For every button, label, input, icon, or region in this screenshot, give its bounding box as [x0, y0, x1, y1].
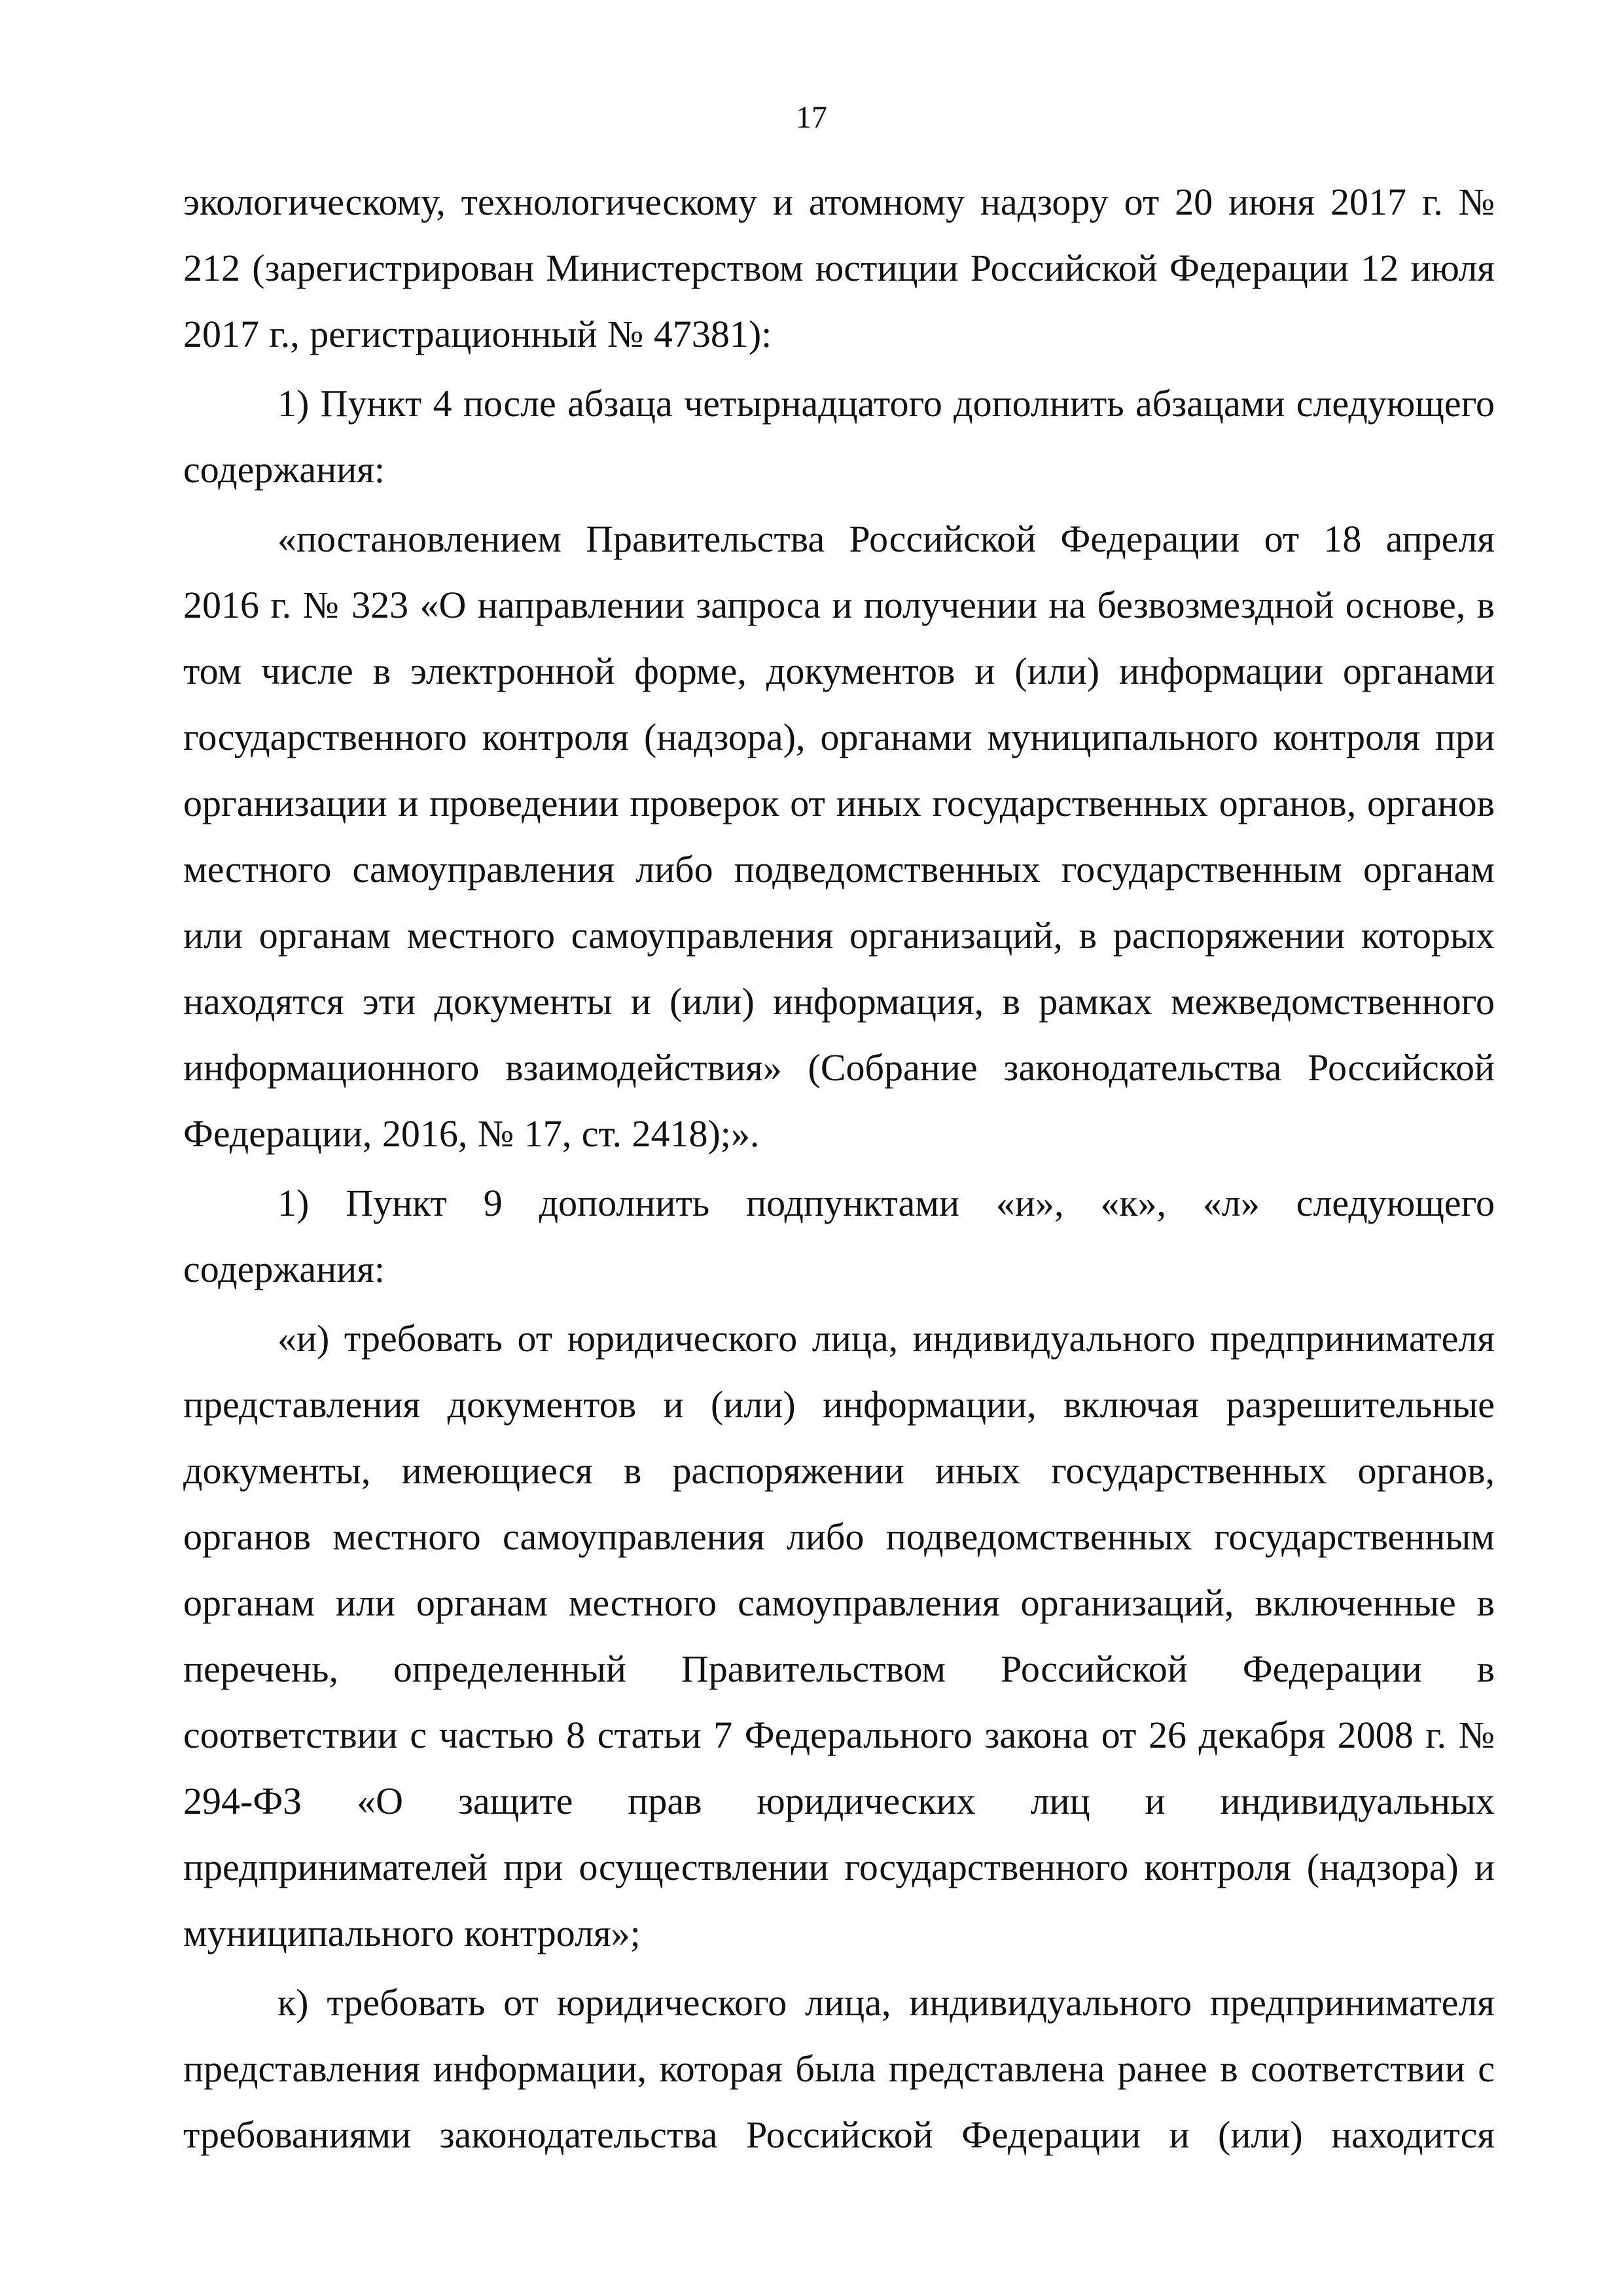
text-line: Федерации, 2016, № 17, ст. 2418);».: [183, 1112, 760, 1155]
text-line: экологическому, технологическому и атомному надзору: [183, 181, 1109, 223]
text-line: 1) Пункт 9 дополнить подпунктами «и», «к», «л» следующего: [277, 1182, 1495, 1224]
document-body: [183, 169, 1495, 2171]
text-line: к) требовать от юридического лица, индивидуального предпринимателя: [277, 1981, 1495, 2024]
paragraph-quoted-resolution: [183, 506, 1495, 1167]
text-line: том числе в электронной форме, документов и (или) информации органами: [183, 650, 1495, 692]
text-line: организации и проведении проверок от иных государственных органов, органов: [183, 782, 1495, 824]
text-line: содержания:: [183, 1248, 385, 1290]
text-line: органам или органам местного самоуправления организаций, включенные: [183, 1581, 1456, 1624]
text-line: «и) требовать от юридического лица, индивидуального предпринимателя: [277, 1317, 1495, 1360]
text-line: предпринимателей при осуществлении государственного контроля (надзора) и: [183, 1846, 1495, 1888]
paragraph-regulation-reference: [183, 169, 1495, 367]
text-line: государственного контроля (надзора), органами муниципального контроля при: [183, 716, 1495, 758]
text-line: представления документов и (или) информации, включая разрешительные: [183, 1383, 1495, 1426]
text-line: с требованиями законодательства Российской Федерации и (или) находится: [183, 2047, 1495, 2156]
text-line: документы, имеющиеся в распоряжении иных государственных органов,: [183, 1449, 1495, 1492]
paragraph-subitem-k: [183, 1969, 1495, 2168]
text-line: «постановлением Правительства Российской Федерации от 18 апреля: [277, 518, 1495, 560]
text-line: Российской Федерации 12 июля 2017 г., регистрационный № 47381):: [183, 247, 1495, 355]
paragraph-subitem-i: [183, 1305, 1495, 1966]
text-line: представления информации, которая была представлена ранее в соответствии: [183, 2047, 1465, 2090]
page-number: 17: [796, 100, 827, 135]
text-line: органов местного самоуправления либо подведомственных государственным: [183, 1515, 1495, 1558]
text-line: в соответствии с частью 8 статьи 7 Федерального закона от 26 декабря 2008 г.: [183, 1648, 1495, 1756]
paragraph-item-1-point-9: [183, 1170, 1495, 1302]
text-line: или органам местного самоуправления организаций, в распоряжении которых: [183, 914, 1495, 957]
paragraph-item-1-point-4: [183, 370, 1495, 503]
text-line: 1) Пункт 4 после абзаца четырнадцатого дополнить абзацами следующего: [277, 382, 1495, 425]
text-line: местного самоуправления либо подведомственных государственным органам: [183, 848, 1495, 891]
text-line: в перечень, определенный Правительством Российской Федерации: [183, 1581, 1495, 1690]
text-line: № 294-ФЗ «О защите прав юридических лиц и индивидуальных: [183, 1714, 1495, 1822]
text-line: информационного взаимодействия» (Собрание законодательства Российской: [183, 1046, 1495, 1089]
text-line: содержания:: [183, 448, 385, 491]
text-line: от 20 июня 2017 г. № 212 (зарегистрирован Министерством юстиции: [183, 181, 1495, 289]
text-line: 2016 г. № 323 «О направлении запроса и получении на безвозмездной основе, в: [183, 584, 1495, 626]
text-line: находятся эти документы и (или) информация, в рамках межведомственного: [183, 980, 1495, 1023]
text-line: муниципального контроля»;: [183, 1912, 641, 1954]
